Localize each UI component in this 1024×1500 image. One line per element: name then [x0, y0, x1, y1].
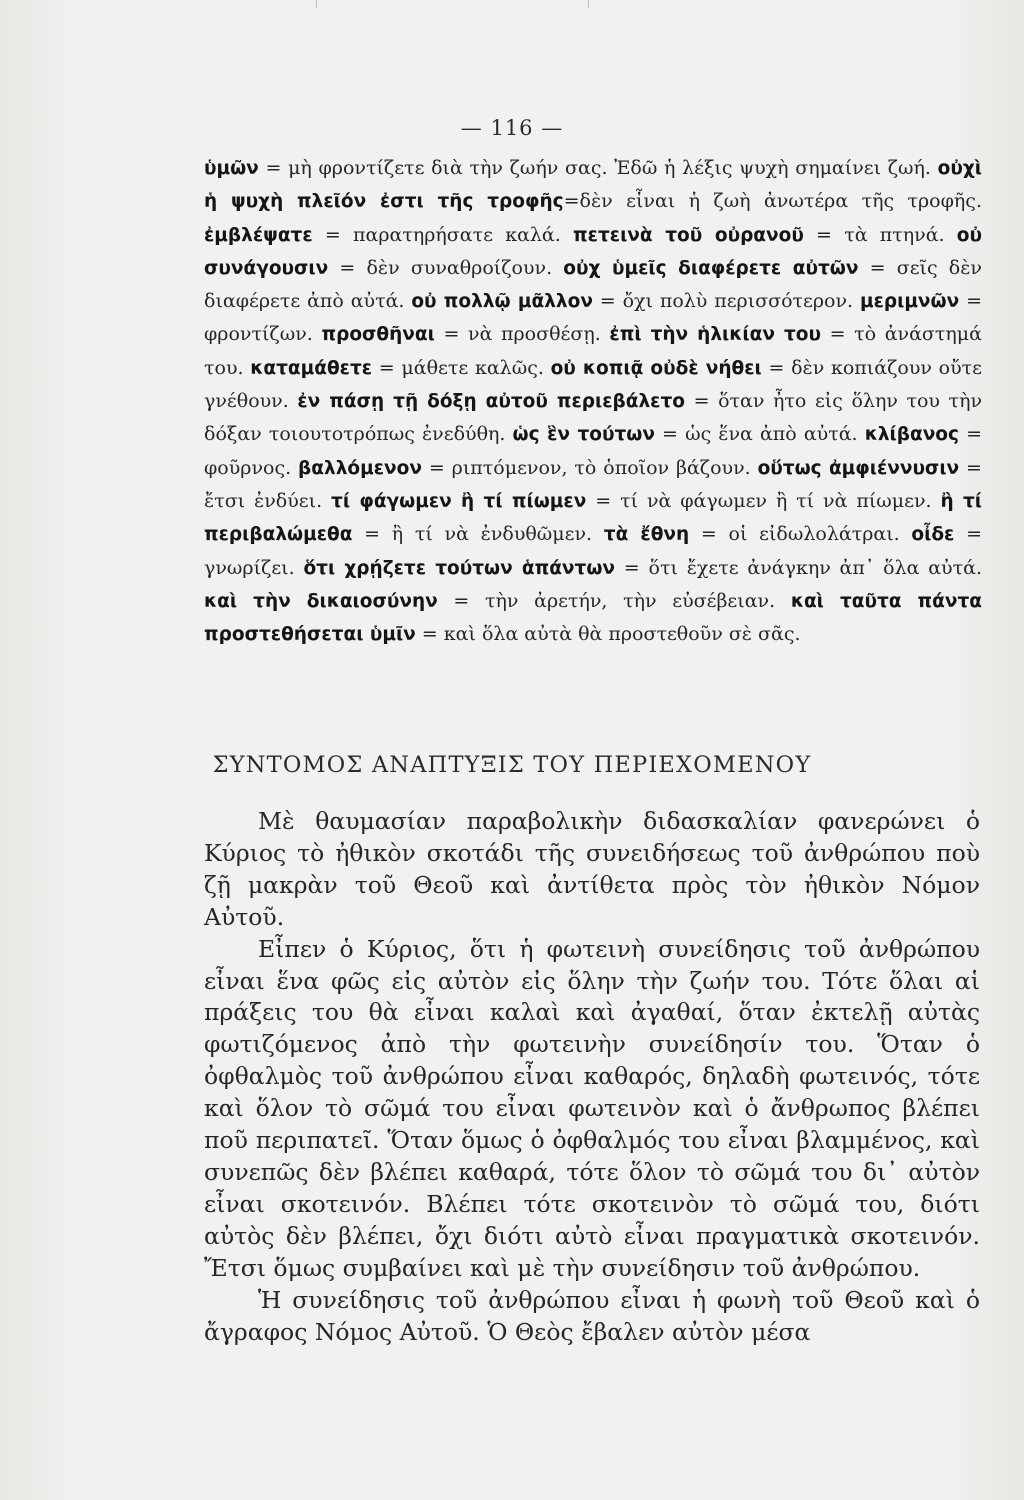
glossary-term: πετεινὰ τοῦ οὐρανοῦ — [573, 224, 804, 246]
glossary-term: ὡς ἓν τούτων — [512, 424, 655, 446]
body-text — [204, 806, 980, 1348]
glossary-definition: = ἔτσι ἐνδύει. — [204, 456, 982, 512]
glossary-notes — [204, 152, 982, 651]
glossary-definition: = φροντίζων. — [204, 290, 982, 346]
glossary-term: καὶ ταῦτα πάντα προστεθήσεται ὑμῖν — [204, 590, 983, 646]
glossary-definition: = καὶ ὅλα αὐτὰ θὰ προστεθοῦν σὲ σᾶς. — [415, 623, 801, 646]
glossary-definition: = σεῖς δὲν διαφέρετε ἀπὸ αὐτά. — [204, 256, 982, 313]
paragraph-1: Μὲ θαυμασίαν παραβολικὴν διδασκαλίαν φανερώνει ὁ Κύριος τὸ ἠθικὸν σκοτάδι τῆς συνειδήσεως τοῦ ἀνθρώπου ποὺ ζῇ μακρὰν τοῦ Θεοῦ καὶ ἀντίθετα πρὸς τὸν ἠθικὸν Νόμον Αὐτοῦ. — [204, 807, 980, 931]
glossary-definition: = τὴν ἀρετήν, τὴν εὐσέβειαν. — [437, 589, 791, 612]
glossary-term: τί φάγωμεν ἢ τί πίωμεν — [331, 490, 587, 512]
paragraph-3: Ἡ συνείδησις τοῦ ἀνθρώπου εἶναι ἡ φωνὴ τοῦ Θεοῦ καὶ ὁ ἄγραφος Νόμος Αὐτοῦ. Ὁ Θεὸς ἔβαλεν αὐτὸν μέσα — [204, 1285, 980, 1346]
glossary-term: οὐ κοπιᾷ οὐδὲ νήθει — [550, 357, 762, 379]
glossary-term: οὕτως ἀμφιέννυσιν — [757, 457, 960, 479]
paper-mark — [316, 0, 317, 8]
section-title: ΣΥΝΤΟΜΟΣ ΑΝΑΠΤΥΞΙΣ ΤΟΥ ΠΕΡΙΕΧΟΜΕΝΟΥ — [212, 752, 812, 778]
glossary-term: οὐχ ὑμεῖς διαφέρετε αὐτῶν — [563, 257, 859, 279]
glossary-definition: = οἱ εἰδωλολάτραι. — [689, 523, 912, 546]
glossary-term: καὶ τὴν δικαιοσύνην — [204, 590, 438, 612]
paper-mark — [588, 0, 589, 8]
glossary-term: τὰ ἔθνη — [603, 524, 690, 546]
glossary-definition: = ἢ τί νὰ ἐνδυθῶμεν. — [352, 523, 604, 546]
glossary-term: ἢ τί περιβαλώμεθα — [204, 490, 982, 546]
glossary-definition: = μάθετε καλῶς. — [372, 356, 551, 379]
glossary-term: καταμάθετε — [250, 357, 373, 379]
glossary-definition: = φοῦρνος. — [204, 423, 982, 479]
glossary-term: βαλλόμενον — [298, 457, 422, 479]
glossary-term: ἐν πάσῃ τῇ δόξῃ αὐτοῦ περιεβάλετο — [297, 391, 685, 413]
page-number: — 116 — — [460, 116, 564, 140]
glossary-definition: = ὅταν ἦτο εἰς ὅλην του τὴν δόξαν τοιουτοτρόπως ἐνεδύθη. — [204, 390, 983, 446]
glossary-term: ἐπὶ τὴν ἡλικίαν του — [609, 324, 821, 346]
glossary-definition: = ὅτι ἔχετε ἀνάγκην ἀπ᾿ ὅλα αὐτά. — [615, 556, 982, 579]
glossary-term: μεριμνῶν — [859, 291, 960, 313]
glossary-term: προσθῆναι — [321, 324, 435, 346]
glossary-definition: = δὲν συναθροίζουν. — [328, 256, 564, 279]
glossary-definition: = ριπτόμενον, τὸ ὁποῖον βάζουν. — [421, 456, 758, 479]
glossary-definition: = ὄχι πολὺ περισσότερον. — [592, 290, 860, 313]
glossary-definition: = νὰ προσθέσῃ. — [434, 323, 610, 346]
glossary-term: ὑμῶν — [204, 158, 259, 179]
glossary-definition: = γνωρίζει. — [204, 523, 982, 579]
glossary-definition: = τὰ πτηνά. — [803, 223, 957, 246]
glossary-definition: = παρατηρήσατε καλά. — [312, 223, 574, 246]
glossary-definition: =δὲν εἶναι ἡ ζωὴ ἀνωτέρα τῆς τροφῆς. — [563, 190, 982, 213]
paragraph-2: Εἶπεν ὁ Κύριος, ὅτι ἡ φωτεινὴ συνείδησις τοῦ ἀνθρώπου εἶναι ἕνα φῶς εἰς αὐτὸν εἰς ὅλην τὴν ζωήν του. Τότε ὅλαι αἱ πράξεις του θὰ εἶναι καλαὶ καὶ ἀγαθαί, ὅταν ἐκτελῇ αὐτὰς φωτιζόμενος ἀπὸ τὴν φωτεινὴν συνείδησίν του. Ὅταν ὁ ὀφθαλμὸς τοῦ ἀνθρώπου εἶναι καθαρός, δηλαδὴ φωτεινός, τότε καὶ ὅλον τὸ σῶμά του εἶναι φωτεινὸν καὶ ὁ ἄνθρωπος βλέπει ποῦ περιπατεῖ. Ὅταν ὅμως ὁ ὀφθαλμός του εἶναι βλαμμένος, καὶ συνεπῶς δὲν βλέπει καθαρά, τότε ὅλον τὸ σῶμά του δι᾿ αὐτὸν εἶναι σκοτεινόν. Βλέπει τότε σκοτεινὸν τὸ σῶμά του, διότι αὐτὸς δὲν βλέπει, ὄχι διότι αὐτὸ εἶναι πραγματικὰ σκοτεινόν. Ἔτσι ὅμως συμβαίνει καὶ μὲ τὴν συνείδησιν τοῦ ἀνθρώπου. — [204, 934, 980, 1282]
glossary-term: οὐ συνάγουσιν — [204, 224, 982, 279]
glossary-term: οὐχὶ ἡ ψυχὴ πλεῖόν ἐστι τῆς τροφῆς — [204, 158, 982, 213]
glossary-definition: = ὡς ἕνα ἀπὸ αὐτά. — [654, 423, 865, 446]
glossary-term: ἐμβλέψατε — [204, 224, 313, 246]
glossary-term: οὐ πολλῷ μᾶλλον — [411, 291, 593, 313]
glossary-definition: = δὲν κοπιάζουν οὔτε γνέθουν. — [204, 356, 982, 413]
glossary-term: κλίβανος — [864, 424, 959, 446]
glossary-term: οἶδε — [911, 524, 955, 546]
glossary-definition: = τὸ ἀνάστημά του. — [204, 323, 982, 379]
glossary-definition: = μὴ φροντίζετε διὰ τὴν ζωήν σας. Ἐδῶ ἡ λέξις ψυχὴ σημαίνει ζωή. — [258, 157, 938, 179]
glossary-definition: = τί νὰ φάγωμεν ἢ τί νὰ πίωμεν. — [586, 489, 941, 512]
glossary-term: ὅτι χρῄζετε τούτων ἁπάντων — [303, 557, 616, 579]
